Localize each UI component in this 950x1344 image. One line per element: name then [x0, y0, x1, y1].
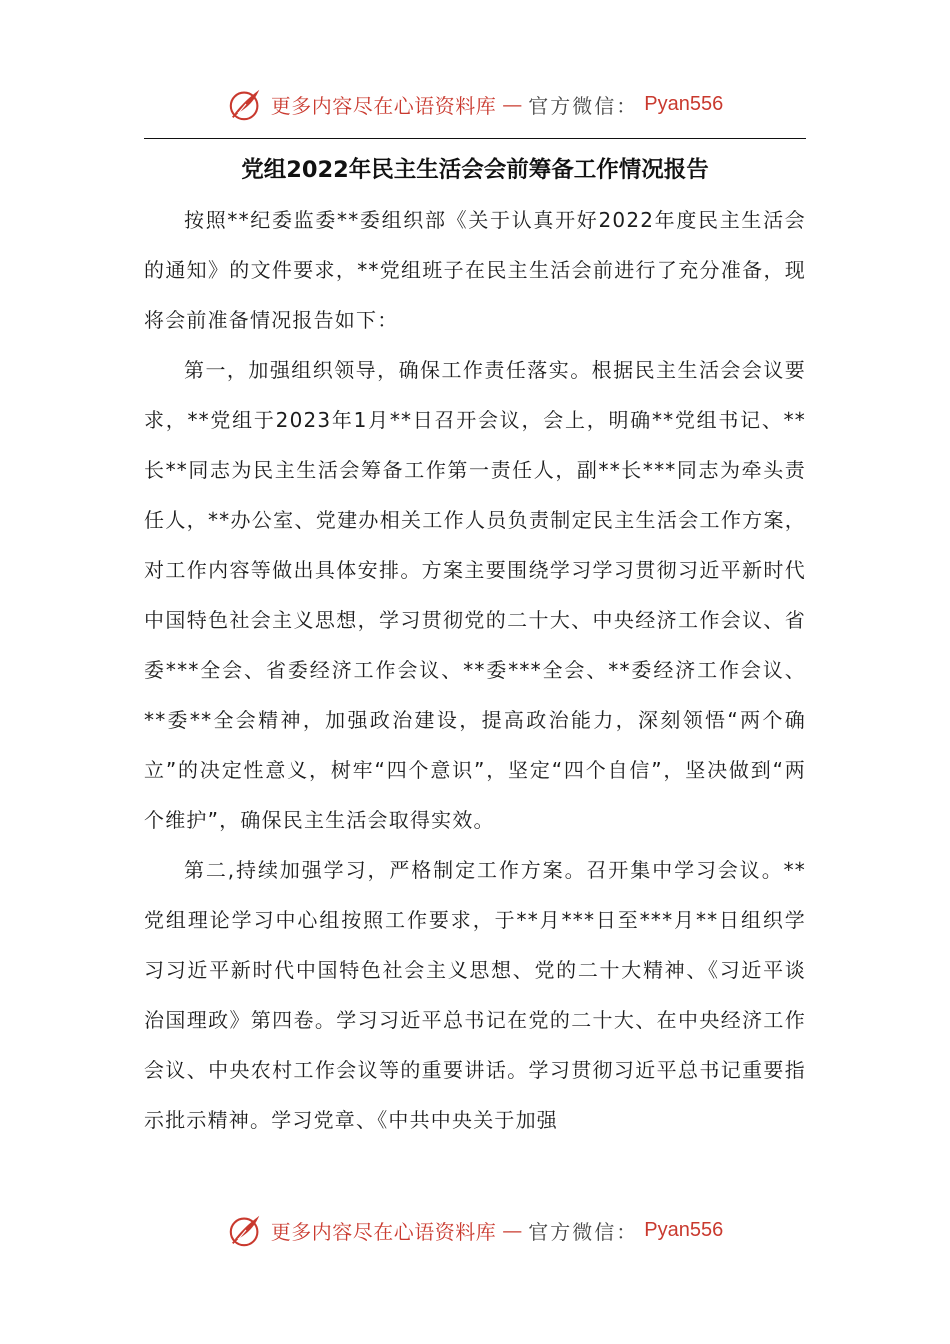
- watermark-dash: —: [502, 1218, 523, 1242]
- watermark-banner-top: [0, 82, 950, 126]
- watermark-site-text: 更多内容尽在心语资料库: [270, 1219, 497, 1244]
- quill-pen-logo-icon: [227, 85, 265, 123]
- watermark-wechat-id: Pyan556: [644, 92, 724, 115]
- document-body: [144, 195, 806, 1145]
- watermark-wechat-id: Pyan556: [644, 1218, 724, 1241]
- paragraph-second: 第二,持续加强学习，严格制定工作方案。召开集中学习会议。**党组理论学习中心组按照工作要求，于**月***日至***月**日组织学习习近平新时代中国特色社会主义思想、党的二十大精神、《习近平谈治国理政》第四卷。学习习近平总书记在党的二十大、在中央经济工作会议、中央农村工作会议等的重要讲话。学习贯彻习近平总书记重要指示批示精神。学习党章、《中共中央关于加强: [144, 858, 806, 1132]
- watermark-site-text: 更多内容尽在心语资料库: [270, 93, 497, 118]
- watermark-wechat-label: 官方微信：: [528, 93, 639, 118]
- paragraph-intro: 按照**纪委监委**委组织部《关于认真开好2022年度民主生活会的通知》的文件要求，**党组班子在民主生活会前进行了充分准备，现将会前准备情况报告如下：: [144, 208, 806, 332]
- paragraph-first: 第一，加强组织领导，确保工作责任落实。根据民主生活会会议要求，**党组于2023年1月**日召开会议，会上，明确**党组书记、**长**同志为民主生活会筹备工作第一责任人，副**长***同志为牵头责任人，**办公室、党建办相关工作人员负责制定民主生活会工作方案，对工作内容等做出具体安排。方案主要围绕学习学习贯彻习近平新时代中国特色社会主义思想，学习贯彻党的二十大、中央经济工作会议、省委***全会、省委经济工作会议、**委***全会、**委经济工作会议、**委**全会精神，加强政治建设，提高政治能力，深刻领悟“两个确立”的决定性意义，树牢“四个意识”，坚定“四个自信”，坚决做到“两个维护”，确保民主生活会取得实效。: [144, 358, 806, 832]
- watermark-dash: —: [502, 92, 523, 116]
- quill-pen-logo-icon: [227, 1211, 265, 1249]
- watermark-wechat-label: 官方微信：: [528, 1219, 639, 1244]
- header-divider: [144, 138, 806, 139]
- watermark-banner-bottom: [0, 1208, 950, 1252]
- document-title: 党组2022年民主生活会会前筹备工作情况报告: [241, 157, 709, 183]
